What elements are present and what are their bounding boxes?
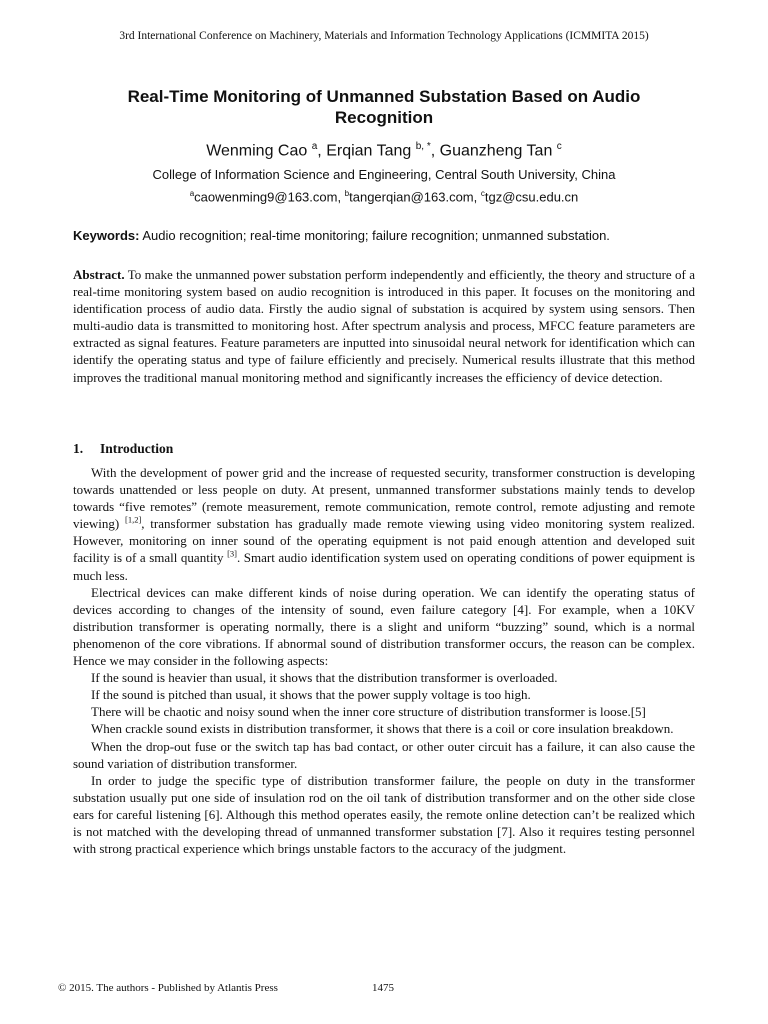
paragraph-text: . Smart audio identification system used on operating conditions of power equipment is much less.: [73, 550, 695, 583]
paragraph-text: , transformer substation has gradually made remote viewing using video monitoring system realized. However, monitoring on inner sound of the operating equipment is not paid enough attention and developed suit facility is of a small quantity: [73, 516, 695, 566]
abstract-label: Abstract.: [73, 267, 125, 282]
section-title: Introduction: [100, 441, 174, 456]
email-mark: c: [480, 189, 485, 198]
author-name: Wenming Cao: [206, 142, 308, 160]
citation: [1,2]: [124, 514, 142, 525]
conference-header: 3rd International Conference on Machinery, Materials and Information Technology Applications (ICMMITA 2015): [119, 30, 649, 42]
keywords-label: Keywords:: [73, 228, 140, 243]
author-affil-mark: c: [556, 141, 562, 152]
email: caowenming9@163.com,: [194, 189, 345, 205]
abstract-text: To make the unmanned power substation perform independently and efficiently, the theory and structure of a real-time monitoring system based on audio recognition is introduced in this paper. It focuses on the monitoring and identification process of audio data. Firstly the audio signal of substation is acquired by system using sensors. Then multi-audio data is transmitted to monitoring host. After spectrum analysis and process, MFCC feature parameters are extracted as signal features. Feature parameters are inputted into sinusoidal neural network for identification which can identify the operating status and type of failure efficiently and precisely. Numerical results illustrate that this method improves the traditional manual monitoring method and significantly increases the efficiency of device detection.: [73, 267, 695, 385]
email-mark: b: [344, 189, 350, 198]
author-affil-mark: b, *: [415, 141, 431, 152]
keywords-text: Audio recognition; real-time monitoring; failure recognition; unmanned substation.: [139, 228, 610, 243]
paragraph: There will be chaotic and noisy sound when the inner core structure of distribution transformer is loose.[5]: [91, 704, 646, 720]
paragraph: [73, 464, 695, 584]
section-body: [73, 464, 695, 857]
author-list: Wenming Cao $^a$, Erqian Tang $^{b, *}$, Guanzheng Tan $^c$: [206, 141, 562, 160]
paper-title: Real-Time Monitoring of Unmanned Substation Based on Audio Recognition: [127, 87, 641, 127]
paragraph: Electrical devices can make different kinds of noise during operation. We can identify the operating status of devices according to changes of the intensity of sound, even failure category [4]. For example, when a 10KV distribution transformer is operating normally, there is a slight and uniform “buzzing” sound, which is a normal phenomenon of the core vibrations. If abnormal sound of distribution transformer occurs, the reason can be complex. Hence we may consider in the following aspects:: [73, 584, 695, 669]
paragraph: When crackle sound exists in distribution transformer, it shows that there is a coil or core insulation breakdown.: [91, 721, 674, 737]
author-name: Guanzheng Tan: [439, 142, 553, 160]
email: tgz@csu.edu.cn: [484, 189, 579, 205]
section-number: 1.: [73, 441, 84, 456]
paragraph: In order to judge the specific type of distribution transformer failure, the people on duty in the transformer substation usually put one side of insulation rod on the oil tank of distribution transformer and on the other side close ears for careful listening [6]. Although this method operates easily, the remote online detection can’t be realized which is not matched with the developing thread of unmanned transformer substation [7]. Also it requires testing personnel with strong practical experience which brings unstable factors to the accuracy of the judgment.: [73, 772, 695, 857]
citation: [3]: [227, 549, 237, 560]
abstract: [73, 266, 695, 386]
paragraph-text: With the development of power grid and the increase of requested security, transformer construction is developing towards unattended or less people on duty. At present, unmanned transformer substations mainly tends to develop towards “five remotes” (remote measurement, remote communication, remote control, remote adjusting and remote viewing): [73, 465, 695, 532]
section-heading: [73, 441, 173, 457]
email: tangerqian@163.com,: [349, 189, 481, 205]
paragraph: If the sound is heavier than usual, it shows that the distribution transformer is overloaded.: [91, 670, 558, 686]
author-name: Erqian Tang: [326, 142, 412, 160]
footer-copyright: © 2015. The authors - Published by Atlantis Press: [58, 982, 278, 994]
affiliation: College of Information Science and Engineering, Central South University, China: [152, 167, 616, 182]
keywords: [73, 228, 698, 243]
email-mark: a: [189, 189, 195, 198]
author-emails: [0, 189, 768, 204]
paragraph: When the drop-out fuse or the switch tap has bad contact, or other outer circuit has a failure, it can also cause the sound variation of distribution transformer.: [73, 738, 695, 771]
paragraph: If the sound is pitched than usual, it shows that the power supply voltage is too high.: [91, 687, 531, 703]
author-affil-mark: a: [311, 141, 318, 152]
page-number: 1475: [372, 982, 394, 994]
